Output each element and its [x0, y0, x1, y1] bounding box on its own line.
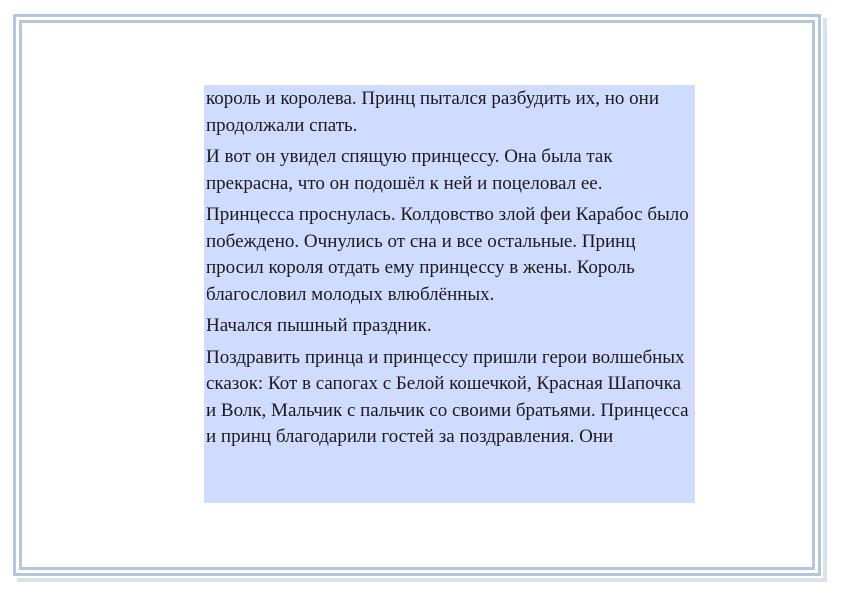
story-paragraph-1: король и королева. Принц пытался разбудить их, но они продолжали спать.	[206, 88, 660, 136]
story-paragraph-5: Поздравить принца и принцессу пришли герои волшебных сказок: Кот в сапогах с Белой кошечкой, Красная Шапочка и Волк, Мальчик с пальчик со своими братьями. Принцесса и принц благодарили гостей за поздравления. Они	[206, 346, 689, 447]
frame-shadow-bottom	[17, 578, 827, 582]
story-paragraph-4: Начался пышный праздник.	[206, 315, 432, 336]
story-paragraph-3: Принцесса проснулась. Колдовство злой феи Карабос было побеждено. Очнулись от сна и все остальные. Принц просил короля отдать ему принцессу в жены. Король благословил молодых влюблённых.	[206, 204, 689, 305]
story-text-box	[204, 85, 695, 503]
story-paragraph-2: И вот он увидел спящую принцессу. Она была так прекрасна, что он подошёл к ней и поцеловал ее.	[206, 146, 613, 194]
frame-shadow-right	[823, 18, 827, 580]
